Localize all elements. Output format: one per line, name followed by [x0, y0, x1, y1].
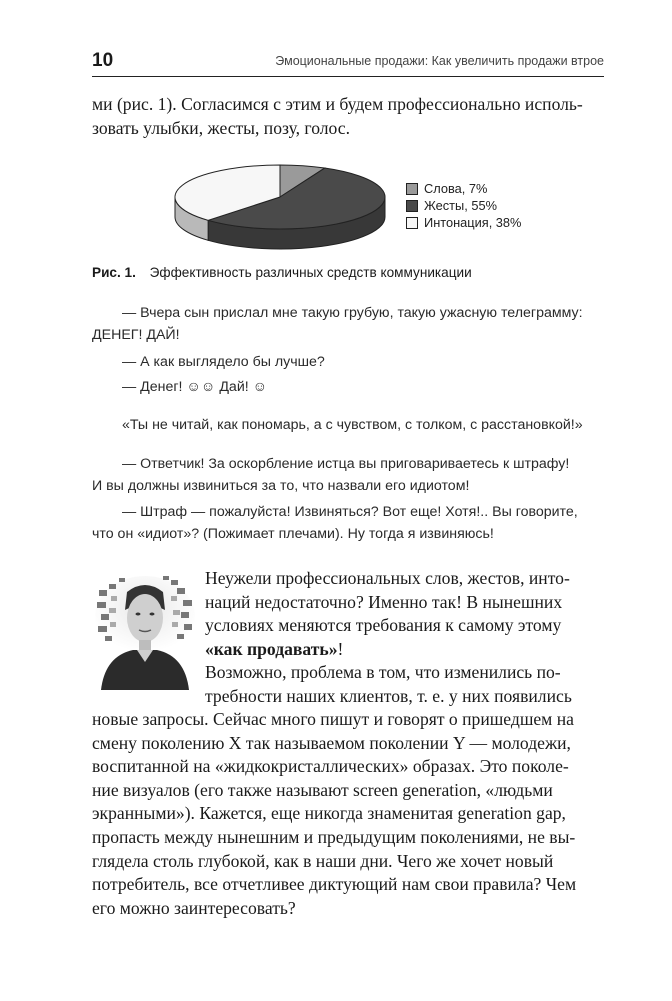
dialog-text: — Ответчик! За оскорбление истца вы приговариваетесь к штрафу! — [122, 456, 570, 472]
punctuation: ! — [337, 638, 344, 659]
figure-caption — [92, 265, 604, 280]
dialog-line — [92, 453, 604, 497]
legend-entry — [406, 214, 521, 231]
caption-label: Рис. 1. — [92, 265, 136, 280]
intro-line: зовать улыбки, жесты, позу, голос. — [92, 117, 350, 138]
chart-legend — [406, 180, 521, 231]
legend-label: Жесты, 55% — [424, 198, 497, 213]
dialog-text: — Вчера сын прислал мне такую грубую, такую ужасную телеграмму: — [122, 305, 583, 321]
legend-entry — [406, 197, 521, 214]
body-paragraph — [92, 708, 604, 920]
body-line: условиях меняются требования к самому этому — [205, 615, 562, 636]
body-line: смену поколению X так называемом поколении Y — молодежи, — [92, 732, 571, 753]
legend-label: Слова, 7% — [424, 181, 488, 196]
body-line: его можно заинтересовать? — [92, 897, 296, 918]
body-line: Возможно, проблема в том, что изменились по- — [205, 662, 561, 682]
body-line: ние визуалов (его также называют screen generation, «людьми — [92, 779, 553, 800]
body-line — [205, 638, 605, 662]
dialog-text: И вы должны извиниться за то, что назвали его идиотом! — [92, 478, 470, 494]
legend-swatch — [406, 183, 418, 195]
body-line: Неужели профессиональных слов, жестов, инто- — [205, 568, 570, 588]
body-line: экранными»). Кажется, еще никогда знаменитая generation gap, — [92, 803, 566, 824]
body-line: новые запросы. Сейчас много пишут и говорят о пришедшем на — [92, 709, 574, 729]
intro-line: ми (рис. 1). Согласимся с этим и будем профессионально исполь- — [92, 94, 583, 114]
body-line: глядела столь глубокой, как в наши дни. Чего же хочет новый — [92, 850, 554, 871]
caption-text: Эффективность различных средств коммуникации — [149, 265, 472, 280]
dialog-text: — Штраф — пожалуйста! Извиняться? Вот еще! Хотя!.. Вы говорите, — [122, 504, 578, 520]
quote-line: «Ты не читай, как пономарь, а с чувством, с толком, с расстановкой!» — [122, 417, 583, 433]
intro-paragraph — [92, 93, 604, 140]
pie-chart — [170, 157, 400, 252]
body-paragraph — [205, 567, 605, 661]
person-photo — [93, 570, 197, 690]
body-line: требности наших клиентов, т. е. у них появились — [205, 685, 572, 706]
bold-phrase: «как продавать» — [205, 638, 338, 659]
running-header — [92, 50, 604, 77]
legend-swatch — [406, 200, 418, 212]
dialog-line: — А как выглядело бы лучше? — [122, 354, 325, 370]
dialog-line: — Денег! ☺☺ Дай! ☺ — [122, 379, 268, 395]
body-line: наций недостаточно? Именно так! В нынешних — [205, 591, 563, 612]
body-line: потребитель, все отчетливее диктующий нам свои правила? Чем — [92, 874, 577, 895]
dialog-text: что он «идиот»? (Пожимает плечами). Ну тогда я извиняюсь! — [92, 526, 494, 542]
page-number: 10 — [92, 50, 114, 71]
running-title: Эмоциональные продажи: Как увеличить продажи втрое — [275, 54, 604, 68]
legend-entry — [406, 180, 521, 197]
body-line: воспитанной на «жидкокристаллических» образах. Это поколе- — [92, 756, 569, 777]
dialog-line — [92, 501, 604, 545]
legend-label: Интонация, 38% — [424, 215, 522, 230]
body-line: пропасть между нынешним и предыдущим поколениями, не вы- — [92, 826, 576, 847]
legend-swatch — [406, 217, 418, 229]
body-paragraph — [205, 661, 605, 708]
dialog-line — [92, 302, 604, 346]
dialog-text: ДЕНЕГ! ДАЙ! — [92, 327, 180, 343]
